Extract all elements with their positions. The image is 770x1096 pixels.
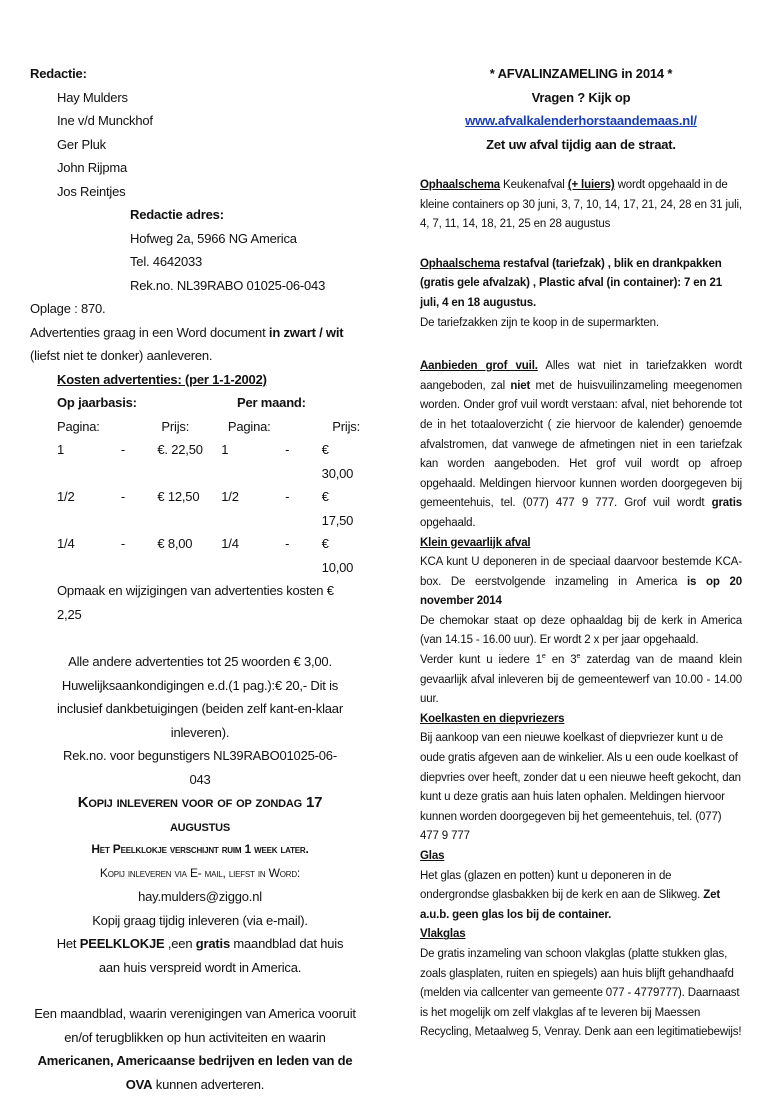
adv-text: Advertenties graag in een Word document <box>30 324 269 340</box>
table-cell: 1/4 <box>221 536 239 551</box>
huwelijk: Huwelijksaankondigingen e.d.(1 pag.):€ 20,- Dit is inclusief dankbetuigingen (beiden zelf kant-en-klaar inleveren). <box>57 677 343 740</box>
tijdig-line: Zet uw afval tijdig aan de straat. <box>486 136 676 152</box>
left-column <box>30 62 360 1096</box>
kga-bold: is op 20 november 2014 <box>420 575 742 608</box>
table-header-row <box>57 415 360 439</box>
kopij-tijdig: Kopij graag tijdig inleveren (via e-mail). <box>92 912 308 928</box>
redactie-name: John Rijpma <box>57 160 128 175</box>
table-cell: 1/4 <box>57 536 75 551</box>
grof-gratis: gratis <box>711 497 742 510</box>
table-cell: - <box>285 536 290 551</box>
kga-text: zaterdag van de maand klein gevaarlijk afval inleveren bij de gemeentewerf van 10.00 - 14.00 uur. <box>420 654 742 706</box>
vragen-text: Vragen ? Kijk op <box>531 89 631 105</box>
table-cell: € 12,50 <box>157 489 200 504</box>
maandblad-text: ,een <box>164 936 196 951</box>
kga-text: en 3 <box>545 654 577 667</box>
schema-bold: (+ luiers) <box>567 179 615 191</box>
table-cell: 1/2 <box>221 489 239 504</box>
kga-sup: e <box>541 653 546 661</box>
email[interactable]: hay.mulders@ziggo.nl <box>138 889 262 904</box>
koelkasten <box>420 710 742 847</box>
table-cell: - <box>120 489 126 504</box>
table-row <box>57 532 360 579</box>
kosten-subheads <box>57 391 360 415</box>
grof-vuil <box>420 357 742 533</box>
maand-label: Per maand: <box>237 395 306 410</box>
table-cell: € 17,50 <box>321 489 354 528</box>
slot-bold: Americanen, Americaanse bedrijven en leden van de OVA <box>37 1053 353 1092</box>
redactie-name: Jos Reintjes <box>57 183 126 199</box>
grof-label: Aanbieden grof vuil. <box>420 360 538 373</box>
adres-line: Rek.no. NL39RABO 01025-06-043 <box>130 277 326 293</box>
redactie-name: Hay Mulders <box>57 89 128 105</box>
grof-text: met de huisvuilinzameling meegenomen worden. Onder grof vuil wordt verstaan: afval, niet behorende tot de in het totaaloverzicht ( zie hiervoor de kalender) genoemde afvalstromen, dat vanwege de afmetingen niet in een tariefzak kan worden aangeboden. Het grof vuil wordt op afroep opgehaald. Meldingen hiervoor kunnen worden doorgegeven bij gemeentehuis, tel. (077) 477 9 777. Grof vuil wordt <box>420 379 742 510</box>
redactie-name: Ine v/d Munckhof <box>57 113 153 128</box>
redactie-adres <box>30 203 360 297</box>
verschijnt: Het Peelklokje verschijnt ruim 1 week later. <box>91 842 309 856</box>
table-row <box>57 485 360 532</box>
slot-tekst <box>30 1002 360 1096</box>
schema-text: Keukenafval <box>500 179 568 191</box>
kosten-table <box>30 368 360 627</box>
table-cell: - <box>120 536 126 551</box>
alle-andere: Alle andere advertenties tot 25 woorden € 3,00. <box>68 654 332 669</box>
adv-text-end: (liefst niet te donker) aanleveren. <box>30 348 213 363</box>
koel-text: Bij aankoop van een nieuwe koelkast of diepvriezer kunt u de oude gratis afgeven aan de winkelier. Als u een oude koelkast of diepvries over heeft, zonder dat u een nieuwe heeft gekocht, dan kunt u deze gratis aan huis laten ophalen. Meldingen hiervoor kunnen worden doorgegeven bij het gemeentehuis, tel. (077) 477 9 777 <box>420 732 741 843</box>
vlak-text: De gratis inzameling van schoon vlakglas (platte stukken glas, zoals glasplaten, ruiten en spiegels) aan huis blijft gehandhaafd (melden via callcenter van gemeente 077 - 4779777). Daarnaast is het mogelijk om zelf vlakglas af te leveren bij Maessen Recycling, Metaalweg 5, Venray. Denk aan een legitimatiebewijs! <box>420 947 742 1039</box>
header-cell <box>294 415 332 439</box>
koel-heading: Koelkasten en diepvriezers <box>420 712 565 725</box>
kga-text: Verder kunt u iedere 1 <box>420 654 542 667</box>
overige-advertenties <box>30 650 360 979</box>
maandblad-gratis: gratis <box>195 936 230 951</box>
table-cell: - <box>285 442 290 457</box>
table-cell: 1 <box>221 442 229 457</box>
advertenties-intro <box>30 321 360 368</box>
tariefzak-note: De tariefzakken zijn te koop in de supermarkten. <box>420 316 659 329</box>
kga-sup: e <box>576 653 581 661</box>
reknr-begunstigers: Rek.no. voor begunstigers NL39RABO01025-06-043 <box>63 748 337 787</box>
header-cell: Prijs: <box>161 418 190 434</box>
table-cell: - <box>285 489 290 504</box>
glas-heading: Glas <box>420 850 445 862</box>
kga-text: KCA kunt U deponeren in de speciaal daarvoor bestemde KCA-box. De eerstvolgende inzameling in America <box>420 556 742 588</box>
slot-text: Een maandblad, waarin verenigingen van America vooruit en/of terugblikken op hun activiteiten en waarin <box>34 1006 356 1045</box>
ophaalschema-rest <box>420 255 742 333</box>
header-cell: Prijs: <box>332 418 360 434</box>
adres-line: Hofweg 2a, 5966 NG America <box>130 230 297 246</box>
header-cell <box>123 415 161 439</box>
grof-text-end: opgehaald. <box>420 516 476 529</box>
vlak-heading: Vlakglas <box>420 928 466 941</box>
maandblad-text: maandblad dat huis aan huis verspreid wordt in America. <box>98 936 344 975</box>
table-cell: 1 <box>57 442 65 457</box>
table-cell: 1/2 <box>57 489 75 504</box>
schema-label: Ophaalschema <box>420 179 501 191</box>
afvalkalender-link[interactable]: www.afvalkalenderhorstaandemaas.nl/ <box>465 113 697 128</box>
right-column <box>420 62 742 1043</box>
adres-heading: Redactie adres: <box>130 207 224 222</box>
glas-bold: Zet a.u.b. geen glas los bij de container. <box>420 889 721 921</box>
slot-text-end: kunnen adverteren. <box>152 1076 265 1092</box>
header-cell: Pagina: <box>57 418 100 434</box>
table-row <box>57 438 360 485</box>
maandblad-text: Het <box>56 936 80 951</box>
schema-text: wordt opgehaald in de kleine containers op 30 juni, 3, 7, 10, 14, 17, 21, 24, 28 en 31 juli, 4, 7, 11, 14, 18, 21, 25 en 28 augustus <box>420 179 742 231</box>
kosten-heading: Kosten advertenties: (per 1-1-2002) <box>57 371 267 387</box>
table-cell: € 30,00 <box>321 442 354 481</box>
afval-title: * AFVALINZAMELING in 2014 * <box>489 66 673 81</box>
jaarbasis-label: Op jaarbasis: <box>57 395 137 410</box>
maandblad <box>54 932 346 979</box>
redactie-name: Ger Pluk <box>57 136 106 152</box>
kopij-via: Kopij inleveren via E- mail, liefst in Word: <box>99 865 301 880</box>
redactie-names <box>30 86 360 204</box>
redactie-heading: Redactie: <box>30 66 87 81</box>
table-cell: - <box>120 442 126 457</box>
grof-niet: niet <box>510 379 531 392</box>
kopij-deadline: Kopij inleveren voor of op zondag 17 augustus <box>77 794 323 835</box>
vragen-line <box>420 86 742 133</box>
glas-text: Het glas (glazen en potten) kunt u deponeren in de ondergrondse glasbakken bij de kerk en aan de Slikweg. <box>420 869 704 902</box>
table-cell: € 8,00 <box>157 536 193 551</box>
header-cell: Pagina: <box>227 418 271 434</box>
kga-heading: Klein gevaarlijk afval <box>420 536 531 549</box>
glas <box>420 847 742 925</box>
schema-bold: restafval (tariefzak) , blik en drankpakken (gratis gele afvalzak) , Plastic afval (in container): 7 en 21 juli, 4 en 18 augustus. <box>420 257 722 309</box>
oplage: Oplage : 870. <box>30 301 106 316</box>
grof-text: Alles wat niet in tariefzakken wordt aangeboden, zal <box>420 360 742 392</box>
klein-gevaarlijk-afval <box>420 534 742 710</box>
kga-chemokar: De chemokar staat op deze ophaaldag bij de kerk in America (van 14.15 - 16.00 uur). Er wordt 2 x per jaar opgehaald. <box>420 614 742 647</box>
adv-bold: in zwart / wit <box>268 324 344 340</box>
maandblad-name: PEELKLOKJE <box>79 936 165 951</box>
schema-label: Ophaalschema <box>420 257 501 270</box>
ophaalschema-keuken <box>420 176 742 235</box>
table-cell: € 10,00 <box>321 536 354 575</box>
vlakglas <box>420 925 742 1043</box>
adres-line: Tel. 4642033 <box>130 254 203 269</box>
table-cell: €. 22,50 <box>157 442 203 457</box>
opmaak-note: Opmaak en wijzigingen van advertenties kosten € 2,25 <box>57 583 334 622</box>
